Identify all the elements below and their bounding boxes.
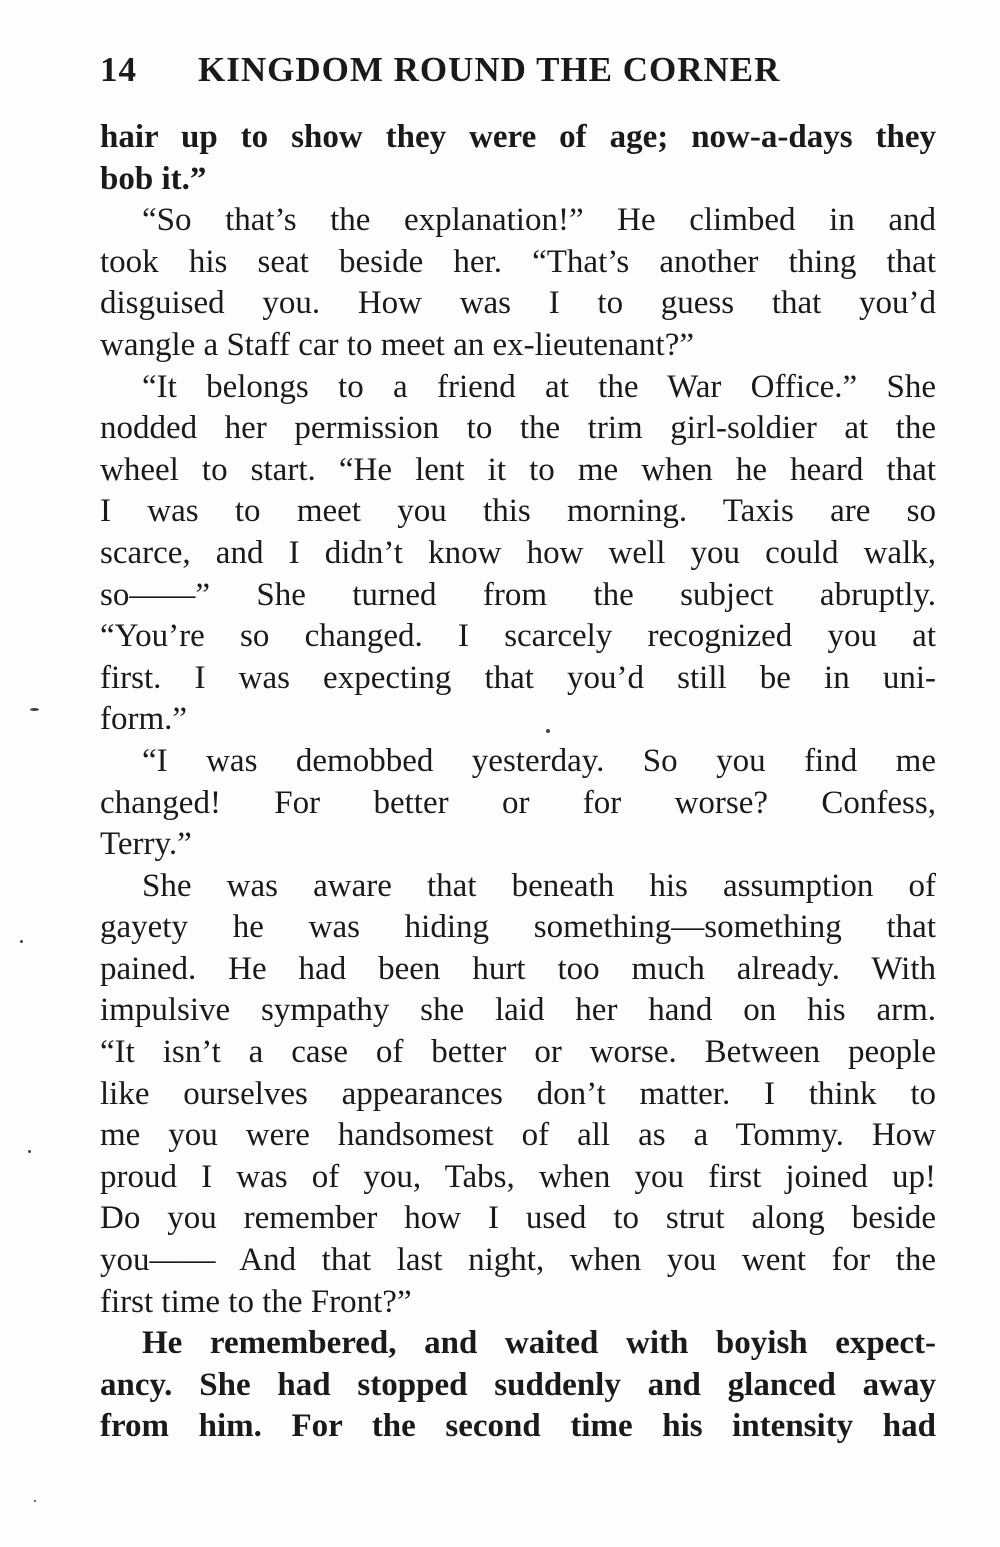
text-line: so——” She turned from the subject abruptly. [100, 576, 936, 613]
text-line: wheel to start. “He lent it to me when he heard that [100, 451, 936, 488]
print-speck [30, 708, 39, 711]
text-line: you—— And that last night, when you went for the [100, 1242, 936, 1279]
text-line: impulsive sympathy she laid her hand on his arm. [100, 992, 936, 1029]
text-line: first time to the Front?” [100, 1283, 412, 1320]
paragraph-4 [100, 741, 936, 866]
text-line: pained. He had been hurt too much already. With [100, 950, 936, 987]
text-line: “It belongs to a friend at the War Office.” She [142, 368, 936, 405]
text-line: proud I was of you, Tabs, when you first joined up! [100, 1158, 936, 1195]
paragraph-2 [100, 200, 936, 366]
text-line: He remembered, and waited with boyish expect- [142, 1325, 936, 1362]
running-head [100, 50, 860, 96]
text-line: wangle a Staff car to meet an ex-lieutenant?” [100, 326, 695, 363]
text-line: scarce, and I didn’t know how well you could walk, [100, 534, 936, 571]
text-line: She was aware that beneath his assumption of [142, 867, 936, 904]
text-line: bob it.” [100, 160, 207, 197]
text-line: Do you remember how I used to strut along beside [100, 1200, 936, 1237]
text-line: nodded her permission to the trim girl-soldier at the [100, 410, 936, 447]
text-line: “It isn’t a case of better or worse. Between people [100, 1034, 936, 1071]
paragraph-6 [100, 1323, 936, 1448]
text-line: hair up to show they were of age; now-a-days they [100, 119, 936, 155]
text-line: gayety he was hiding something—something that [100, 909, 936, 946]
print-speck [34, 1500, 36, 1502]
text-line: me you were handsomest of all as a Tommy. How [100, 1117, 936, 1154]
text-line: “So that’s the explanation!” He climbed in and [142, 202, 936, 239]
body-text [100, 117, 936, 1448]
print-speck [546, 729, 550, 733]
text-line: “I was demobbed yesterday. So you find me [142, 742, 936, 779]
print-speck [20, 940, 23, 943]
text-line: “You’re so changed. I scarcely recognized you at [100, 618, 936, 655]
text-line: disguised you. How was I to guess that you’d [100, 285, 936, 322]
paragraph-3 [100, 367, 936, 741]
page-number: 14 [100, 50, 137, 89]
text-line: from him. For the second time his intensity had [100, 1408, 936, 1445]
paragraph-1 [100, 117, 936, 200]
print-speck [28, 1150, 31, 1153]
text-line: first. I was expecting that you’d still be in uni- [100, 659, 936, 696]
text-line: like ourselves appearances don’t matter. I think to [100, 1075, 936, 1112]
text-line: form.” [100, 701, 188, 738]
text-line: changed! For better or for worse? Confess, [100, 784, 936, 821]
running-title: KINGDOM ROUND THE CORNER [198, 50, 781, 89]
text-line: ancy. She had stopped suddenly and glanced away [100, 1366, 936, 1403]
text-line: Terry.” [100, 826, 192, 863]
text-line: I was to meet you this morning. Taxis are so [100, 493, 936, 530]
text-line: took his seat beside her. “That’s another thing that [100, 243, 936, 280]
paragraph-5 [100, 866, 936, 1324]
